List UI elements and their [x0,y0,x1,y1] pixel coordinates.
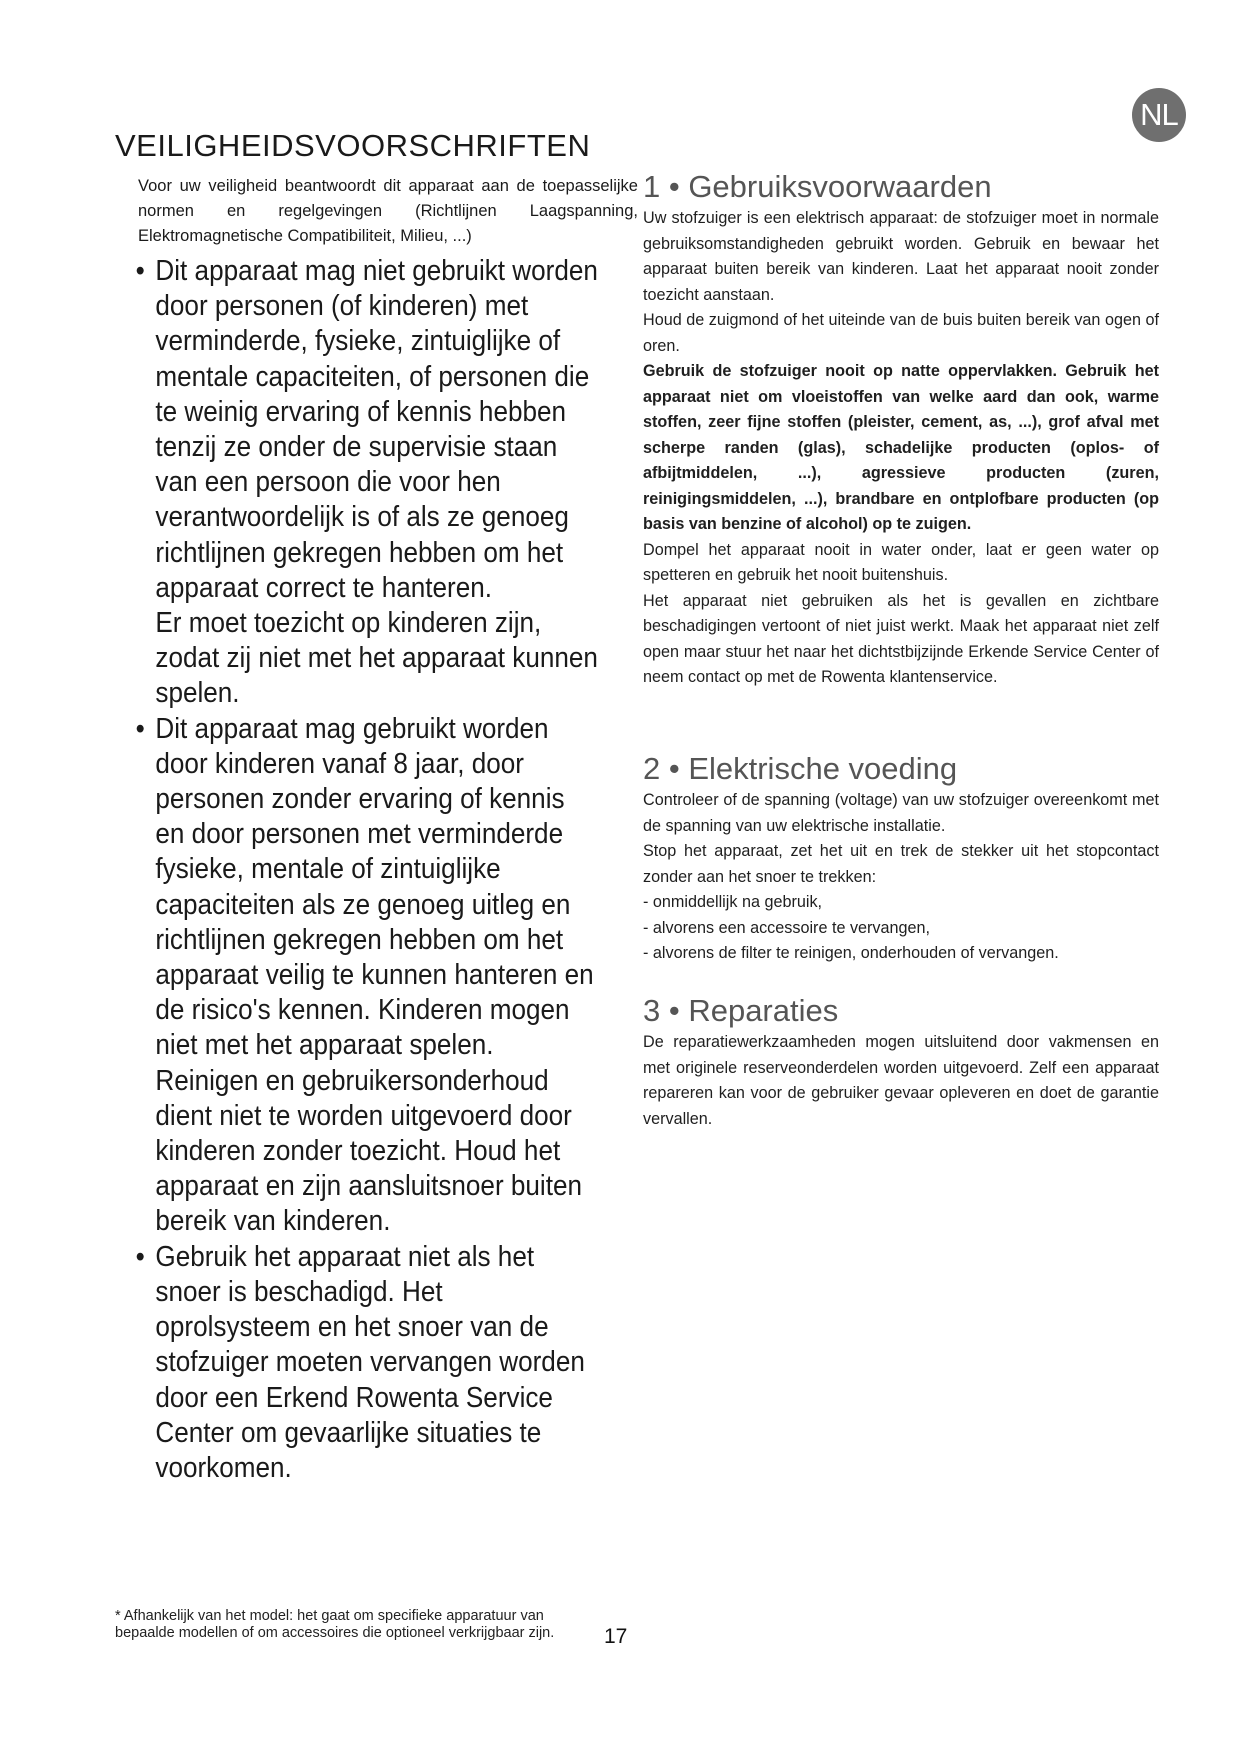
intro-paragraph: Voor uw veiligheid beantwoordt dit apparaat aan de toepasselijke normen en regelgevingen (Richtlijnen Laagspanning, Elektromagnetische Compatibiliteit, Milieu, ...) [138,177,638,245]
bold-paragraph: Gebruik de stofzuiger nooit op natte oppervlakken. Gebruik het apparaat niet om vloeistoffen van welke aard dan ook, warme stoffen, zeer fijne stoffen (pleister, cement, as, ...), grof afval met scherpe randen (glas), schadelijke producten (oplos- of afbijtmiddelen, ...), agressieve producten (zuren, reinigingsmiddelen, ...), brandbare en ontplofbare producten (op basis van benzine of alcohol) op te zuigen. [643,362,1159,533]
section-title: 1 • Gebruiksvoorwaarden [643,169,992,204]
list-item: - onmiddellijk na gebruik, [643,893,823,911]
warning-item [132,712,600,1240]
paragraph: Stop het apparaat, zet het uit en trek de stekker uit het stopcontact zonder aan het snoer te trekken: [643,842,1159,886]
safety-warning-list [132,254,600,1486]
language-badge: NL [1132,88,1186,142]
warning-item [132,254,600,712]
warning-text: Dit apparaat mag niet gebruikt worden door personen (of kinderen) met verminderde, fysieke, zintuiglijke of mentale capaciteiten, of personen die te weinig ervaring of kennis hebben tenzij ze onder de supervisie staan van een persoon die voor hen verantwoordelijk is of als ze genoeg richtlijnen gekregen hebben om het apparaat correct te hanteren. [155,255,598,604]
warning-extra-text: Er moet toezicht op kinderen zijn, zodat zij niet met het apparaat kunnen spelen. [155,607,598,710]
warning-text: Gebruik het apparaat niet als het snoer is beschadigd. Het oprolsysteem en het snoer van de stofzuiger moeten vervangen worden door een Erkend Rowenta Service Center om gevaarlijke situaties te voorkomen. [155,1240,585,1484]
bullet-icon: • [135,712,145,745]
section-title: 2 • Elektrische voeding [643,751,958,786]
paragraph: Het apparaat niet gebruiken als het is gevallen en zichtbare beschadigingen vertoont of niet juist werkt. Maak het apparaat niet zelf open maar stuur het naar het dichtstbijzijnde Erkende Service Center of neem contact op met de Rowenta klantenservice. [643,591,1159,686]
page-number: 17 [604,1625,628,1648]
footnote: * Afhankelijk van het model: het gaat om specifieke apparatuur van bepaalde modellen of om accessoires die optioneel verkrijgbaar zijn. [115,1608,555,1641]
paragraph: Controleer of de spanning (voltage) van uw stofzuiger overeenkomt met de spanning van uw elektrische installatie. [643,791,1159,835]
section-electrical-supply [643,750,1159,967]
section-usage-conditions [643,168,1159,691]
paragraph: Dompel het apparaat nooit in water onder, laat er geen water op spetteren en gebruik het nooit buitenshuis. [643,540,1159,584]
paragraph: Houd de zuigmond of het uiteinde van de buis buiten bereik van ogen of oren. [643,311,1159,355]
section-repairs [643,992,1159,1132]
warning-item [132,1240,600,1486]
paragraph: Uw stofzuiger is een elektrisch apparaat: de stofzuiger moet in normale gebruiksomstandigheden gebruikt worden. Gebruik en bewaar het apparaat buiten bereik van kinderen. Laat het apparaat nooit zonder toezicht aanstaan. [643,209,1159,304]
section-text [643,206,1159,691]
bullet-icon: • [135,1240,145,1273]
page-title: VEILIGHEIDSVOORSCHRIFTEN [115,128,591,163]
paragraph: De reparatiewerkzaamheden mogen uitsluitend door vakmensen en met originele reserveonderdelen worden uitgevoerd. Zelf een apparaat repareren kan voor de gebruiker gevaar opleveren en doet de garantie vervallen. [643,1033,1159,1128]
section-text [643,788,1159,967]
list-item: - alvorens een accessoire te vervangen, [643,918,931,937]
warning-text: Dit apparaat mag gebruikt worden door kinderen vanaf 8 jaar, door personen zonder ervaring of kennis en door personen met verminderde fysieke, mentale of zintuiglijke capaciteiten als ze genoeg uitleg en richtlijnen gekregen hebben om het apparaat veilig te kunnen hanteren en de risico's kennen. Kinderen mogen niet met het apparaat spelen. Reinigen en gebruikersonderhoud dient niet te worden uitgevoerd door kinderen zonder toezicht. Houd het apparaat en zijn aansluitsnoer buiten bereik van kinderen. [155,712,594,1238]
section-text [643,1030,1159,1132]
list-item: - alvorens de filter te reinigen, onderhouden of vervangen. [643,944,1059,962]
section-title: 3 • Reparaties [643,993,839,1028]
bullet-icon: • [135,255,145,287]
